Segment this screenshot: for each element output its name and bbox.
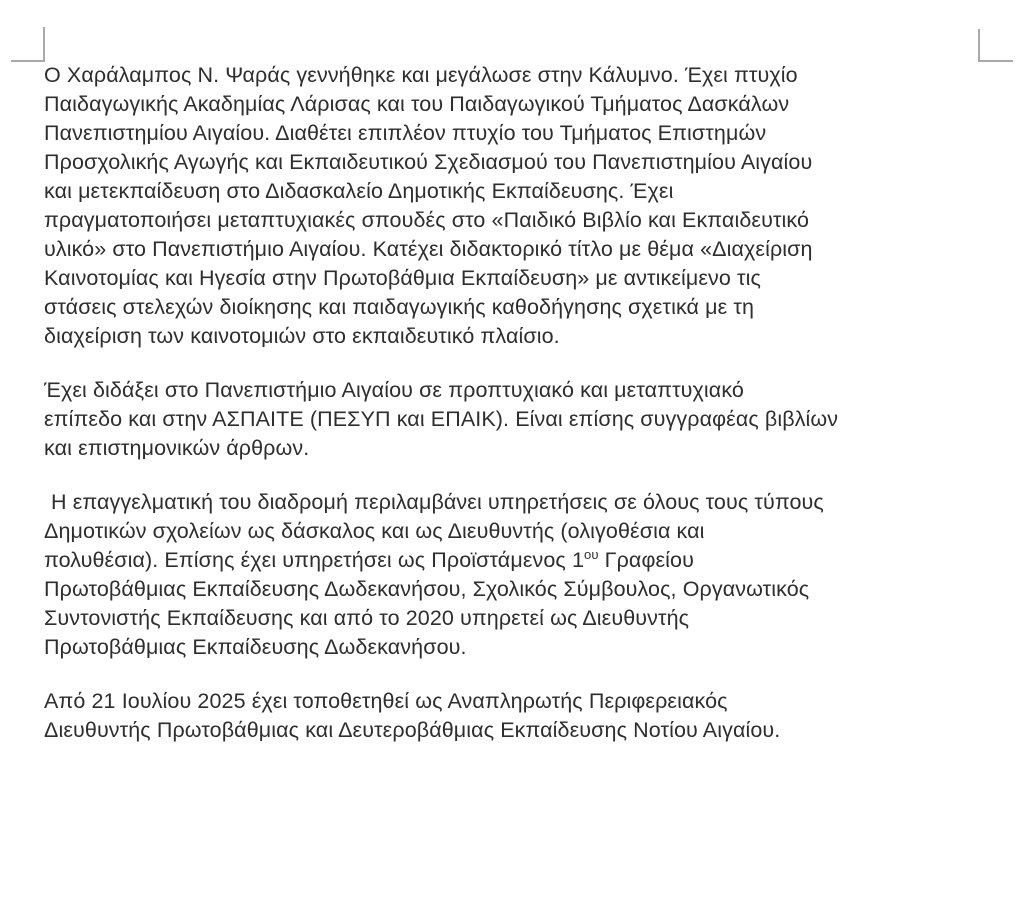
crop-mark-top-right-icon [978,29,1013,62]
text-line: διαχείριση των καινοτομιών στο εκπαιδευτικό πλαίσιο. [44,324,560,348]
text-line: και επιστημονικών άρθρων. [44,436,310,460]
text-line: Προσχολικής Αγωγής και Εκπαιδευτικού Σχεδιασμού του Πανεπιστημίου Αιγαίου [44,150,813,174]
text-line: Πρωτοβάθμιας Εκπαίδευσης Δωδεκανήσου. [44,635,467,659]
paragraph-teaching-authorship [44,376,994,463]
text-line: Πανεπιστημίου Αιγαίου. Διαθέτει επιπλέον πτυχίο του Τμήματος Επιστημών [44,121,767,145]
text-line: Διευθυντής Πρωτοβάθμιας και Δευτεροβάθμιας Εκπαίδευσης Νοτίου Αιγαίου. [44,718,781,742]
crop-mark-top-left-icon [11,27,45,62]
text-line: Καινοτομίας και Ηγεσία στην Πρωτοβάθμια Εκπαίδευση» με αντικείμενο τις [44,266,761,290]
text-line: υλικό» στο Πανεπιστήμιο Αιγαίου. Κατέχει διδακτορικό τίτλο με θέμα «Διαχείριση [44,237,813,261]
text-line: Έχει διδάξει στο Πανεπιστήμιο Αιγαίου σε προπτυχιακό και μεταπτυχιακό [44,378,744,402]
ordinal-superscript: ου [584,546,599,562]
paragraph-current-appointment [44,687,994,745]
text-line: Πρωτοβάθμιας Εκπαίδευσης Δωδεκανήσου, Σχολικός Σύμβουλος, Οργανωτικός [44,577,810,601]
text-line: Παιδαγωγικής Ακαδημίας Λάρισας και του Παιδαγωγικού Τμήματος Δασκάλων [44,92,790,116]
text-line: Δημοτικών σχολείων ως δάσκαλος και ως Διευθυντής (ολιγοθέσια και [44,519,705,543]
text-line: και μετεκπαίδευση στο Διδασκαλείο Δημοτικής Εκπαίδευσης. Έχει [44,179,674,203]
text-segment: πολυθέσια). Επίσης έχει υπηρετήσει ως Προϊστάμενος 1 [44,548,585,572]
text-line: πραγματοποιήσει μεταπτυχιακές σπουδές στο «Παιδικό Βιβλίο και Εκπαιδευτικό [44,208,810,232]
text-segment: Γραφείου [604,548,694,572]
text-line: Η επαγγελματική του διαδρομή περιλαμβάνει υπηρετήσεις σε όλους τους τύπους [51,490,824,514]
text-line: στάσεις στελεχών διοίκησης και παιδαγωγικής καθοδήγησης σχετικά με τη [44,295,755,319]
text-line: Από 21 Ιουλίου 2025 έχει τοποθετηθεί ως Αναπληρωτής Περιφερειακός [44,689,728,713]
text-line: Ο Χαράλαμπος Ν. Ψαράς γεννήθηκε και μεγάλωσε στην Κάλυμνο. Έχει πτυχίο [44,63,798,87]
text-line: Συντονιστής Εκπαίδευσης και από το 2020 υπηρετεί ως Διευθυντής [44,606,690,630]
paragraph-biography-education [44,61,994,351]
text-line-with-ordinal [44,546,994,575]
text-line: επίπεδο και στην ΑΣΠΑΙΤΕ (ΠΕΣΥΠ και ΕΠΑΙΚ). Είναι επίσης συγγραφέας βιβλίων [44,407,839,431]
document-body [44,61,994,770]
paragraph-career-path [44,488,994,662]
